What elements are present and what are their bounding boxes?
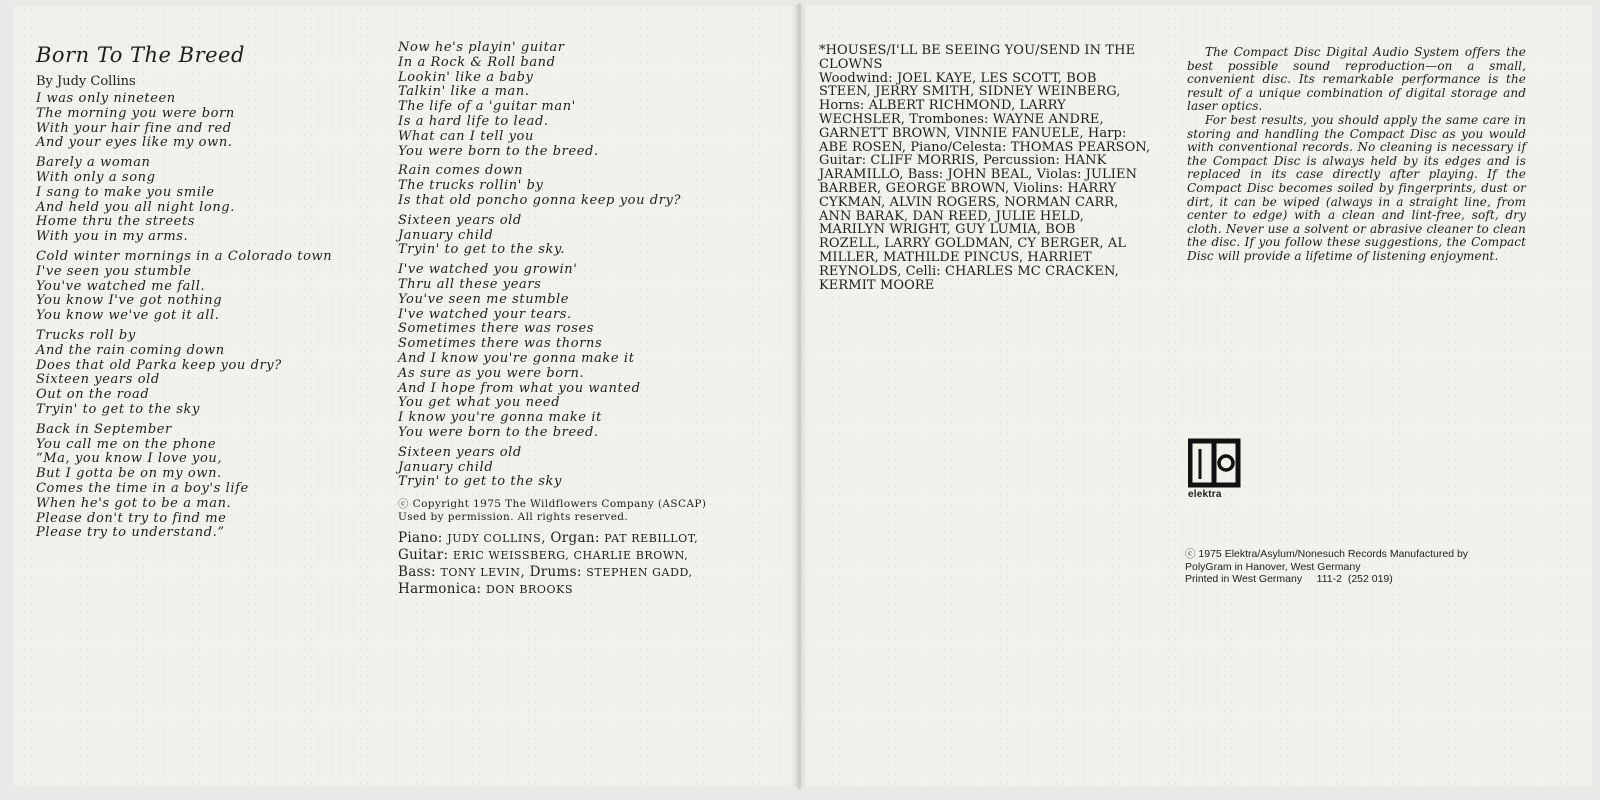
lyric-stanza: [36, 423, 396, 541]
personnel-line: ROZELL, LARRY GOLDMAN, CY BERGER, AL: [819, 236, 1127, 252]
copyright-line: ⓒ Copyright 1975 The Wildflowers Company (ASCAP): [398, 498, 707, 511]
personnel-line: CLOWNS: [819, 56, 883, 72]
credit-line: [398, 530, 768, 547]
lyric-stanza: [398, 41, 768, 159]
personnel-line: CYKMAN, ALVIN ROGERS, NORMAN CARR,: [819, 194, 1119, 210]
lyric-line: I know you're gonna make it: [398, 410, 602, 426]
credit-role: , Organ:: [541, 530, 605, 547]
credit-role: Harmonica:: [398, 581, 486, 598]
booklet-left-page: [14, 5, 798, 787]
personnel-line: GARNETT BROWN, VINNIE FANUELE, Harp:: [819, 125, 1127, 141]
footer-line: Printed in West Germany 111-2 (252 019): [1185, 573, 1393, 585]
lyric-line: Lookin' like a baby: [398, 69, 534, 85]
lyric-line: I was only nineteen: [36, 91, 176, 106]
personnel-line: Guitar: CLIFF MORRIS, Percussion: HANK: [819, 153, 1107, 169]
footer-line: PolyGram in Hanover, West Germany: [1185, 560, 1361, 573]
lyrics-column-2: [398, 41, 768, 598]
lyric-line: You were born to the breed.: [398, 143, 599, 159]
credit-name: ERIC WEISSBERG, CHARLIE BROWN,: [452, 549, 689, 563]
manufacturer-footer: [1185, 548, 1525, 586]
lyric-line: Rain comes down: [398, 163, 524, 179]
credit-name: JUDY COLLINS: [447, 532, 542, 546]
lyric-line: Is a hard life to lead.: [398, 113, 549, 129]
lyrics-stanzas: [36, 92, 396, 541]
lyric-line: With your hair fine and red: [36, 120, 232, 136]
lyric-line: I sang to make you smile: [36, 184, 215, 200]
lyric-line: Talkin' like a man.: [398, 84, 530, 100]
footer-line: ⓒ 1975 Elektra/Asylum/Nonesuch Records Manufactured by: [1185, 548, 1469, 560]
lyric-line: You've seen me stumble: [398, 291, 570, 307]
lyric-line: Sixteen years old: [398, 212, 522, 228]
credit-name: TONY LEVIN: [440, 566, 521, 580]
lyric-line: In a Rock & Roll band: [398, 54, 556, 70]
lyric-line: Sixteen years old: [398, 444, 522, 460]
lyrics-stanzas: [398, 41, 768, 490]
musician-credits: [398, 530, 768, 598]
lyric-line: The morning you were born: [36, 105, 235, 121]
lyric-stanza: [36, 156, 396, 245]
lyric-line: “Ma, you know I love you,: [36, 451, 223, 467]
credit-role: Piano:: [398, 530, 448, 547]
lyric-line: January child: [398, 227, 494, 243]
lyric-stanza: [398, 214, 768, 258]
lyric-line: Cold winter mornings in a Colorado town: [36, 248, 333, 264]
credit-line: [398, 547, 768, 564]
personnel-line: REYNOLDS, Celli: CHARLES MC CRACKEN,: [819, 263, 1119, 279]
lyric-line: You know I've got nothing: [36, 293, 223, 309]
lyric-line: You've watched me fall.: [36, 278, 206, 294]
lyric-stanza: [36, 92, 396, 151]
credit-line: [398, 564, 768, 581]
lyric-line: Tryin' to get to the sky: [36, 401, 200, 417]
copyright-line: Used by permission. All rights reserved.: [398, 511, 629, 524]
lyric-line: Out on the road: [36, 387, 150, 403]
personnel-line: MARILYN WRIGHT, GUY LUMIA, BOB: [819, 222, 1076, 238]
lyric-line: With only a song: [36, 169, 156, 185]
elektra-logo-icon: [1188, 437, 1244, 493]
personnel-line: *HOUSES/I'LL BE SEEING YOU/SEND IN THE: [819, 43, 1136, 58]
credit-name: PAT REBILLOT,: [604, 532, 699, 546]
lyric-line: Sixteen years old: [36, 372, 160, 388]
lyric-line: I've watched your tears.: [398, 306, 572, 322]
lyric-line: As sure as you were born.: [398, 365, 585, 381]
copyright-notice: [398, 498, 768, 524]
personnel-line: Woodwind: JOEL KAYE, LES SCOTT, BOB: [819, 70, 1097, 86]
lyric-line: Sometimes there was thorns: [398, 336, 603, 352]
credit-role: Bass:: [398, 564, 441, 581]
lyric-line: You get what you need: [398, 395, 561, 411]
personnel-line: KERMIT MOORE: [819, 277, 935, 293]
lyric-line: You call me on the phone: [36, 436, 217, 452]
personnel-line: ANN BARAK, DAN REED, JULIE HELD,: [819, 208, 1084, 224]
credit-name: DON BROOKS: [485, 583, 574, 597]
lyric-line: Thru all these years: [398, 276, 542, 292]
lyric-stanza: [398, 446, 768, 490]
lyric-line: January child: [398, 459, 494, 475]
lyric-line: What can I tell you: [398, 128, 534, 144]
lyric-line: Is that old poncho gonna keep you dry?: [398, 192, 682, 208]
personnel-line: WECHSLER, Trombones: WAYNE ANDRE,: [819, 111, 1104, 127]
credit-name: STEPHEN GADD,: [586, 566, 693, 580]
lyric-line: Barely a woman: [36, 155, 151, 171]
lyric-line: Comes the time in a boy's life: [36, 480, 249, 496]
lyric-line: And your eyes like my own.: [36, 135, 233, 151]
lyric-line: With you in my arms.: [36, 229, 189, 245]
lyric-line: And I hope from what you wanted: [398, 380, 641, 396]
personnel-line: ABE ROSEN, Piano/Celesta: THOMAS PEARSON,: [819, 139, 1151, 155]
elektra-logo-label: elektra: [1188, 489, 1222, 500]
personnel-line: STEEN, JERRY SMITH, SIDNEY WEINBERG,: [819, 84, 1121, 100]
lyric-line: Home thru the streets: [36, 214, 196, 230]
lyric-line: Trucks roll by: [36, 327, 136, 343]
credit-line: [398, 581, 768, 598]
lyric-stanza: [398, 164, 768, 208]
lyric-line: Back in September: [36, 421, 172, 437]
booklet-right-page: [801, 5, 1592, 787]
lyric-line: Please don't try to find me: [36, 510, 227, 526]
lyric-line: You know we've got it all.: [36, 308, 220, 324]
song-title: Born To The Breed: [36, 43, 245, 67]
lyric-stanza: [36, 329, 396, 418]
credit-role: , Drums:: [520, 564, 587, 581]
personnel-line: JARAMILLO, Bass: JOHN BEAL, Violas: JULIEN: [819, 167, 1138, 183]
lyric-line: And I know you're gonna make it: [398, 350, 635, 366]
lyric-line: The life of a 'guitar man': [398, 99, 576, 115]
compact-disc-notice: [1187, 46, 1526, 264]
lyric-line: You were born to the breed.: [398, 424, 599, 440]
lyric-line: Does that old Parka keep you dry?: [36, 357, 282, 373]
cd-notice-paragraph: For best results, you should apply the same care in storing and handling the Compact Disc as you would with conventional records. No cleaning is necessary if the Compact Disc is always held by its edges and is replaced in its case directly after playing. If the Compact Disc becomes soiled by fingerprints, dust or dirt, it can be wiped (always in a straight line, from center to edge) with a clean and lint-free, soft, dry cloth. Never use a solvent or abrasive cleaner to clean the disc. If you follow these suggestions, the Compact Disc will provide a lifetime of listening enjoyment.: [1187, 112, 1526, 263]
lyric-line: I've seen you stumble: [36, 263, 192, 279]
lyric-line: Now he's playin' guitar: [398, 40, 565, 55]
lyric-line: But I gotta be on my own.: [36, 466, 222, 482]
personnel-line: MILLER, MATHILDE PINCUS, HARRIET: [819, 249, 1092, 265]
lyric-stanza: [398, 263, 768, 441]
lyric-line: The trucks rollin' by: [398, 178, 544, 194]
elektra-logo: [1188, 437, 1244, 507]
lyric-line: Tryin' to get to the sky.: [398, 242, 565, 258]
personnel-line: Horns: ALBERT RICHMOND, LARRY: [819, 98, 1066, 114]
cd-notice-paragraph: The Compact Disc Digital Audio System offers the best possible sound reproduction—on a small, convenient disc. Its remarkable performance is the result of a unique combination of digital storage and laser optics.: [1187, 45, 1526, 114]
lyric-line: And the rain coming down: [36, 342, 225, 358]
song-byline: By Judy Collins: [36, 74, 136, 89]
lyric-line: Please try to understand.”: [36, 525, 225, 541]
personnel-list: [819, 44, 1189, 292]
lyrics-column-1: [36, 43, 396, 546]
lyric-line: And held you all night long.: [36, 199, 235, 215]
personnel-line: BARBER, GEORGE BROWN, Violins: HARRY: [819, 180, 1117, 196]
lyric-line: Sometimes there was roses: [398, 321, 595, 337]
lyric-line: When he's got to be a man.: [36, 495, 232, 511]
lyric-line: Tryin' to get to the sky: [398, 474, 562, 490]
lyric-line: I've watched you growin': [398, 262, 578, 278]
credit-role: Guitar:: [398, 547, 453, 564]
lyric-stanza: [36, 250, 396, 324]
